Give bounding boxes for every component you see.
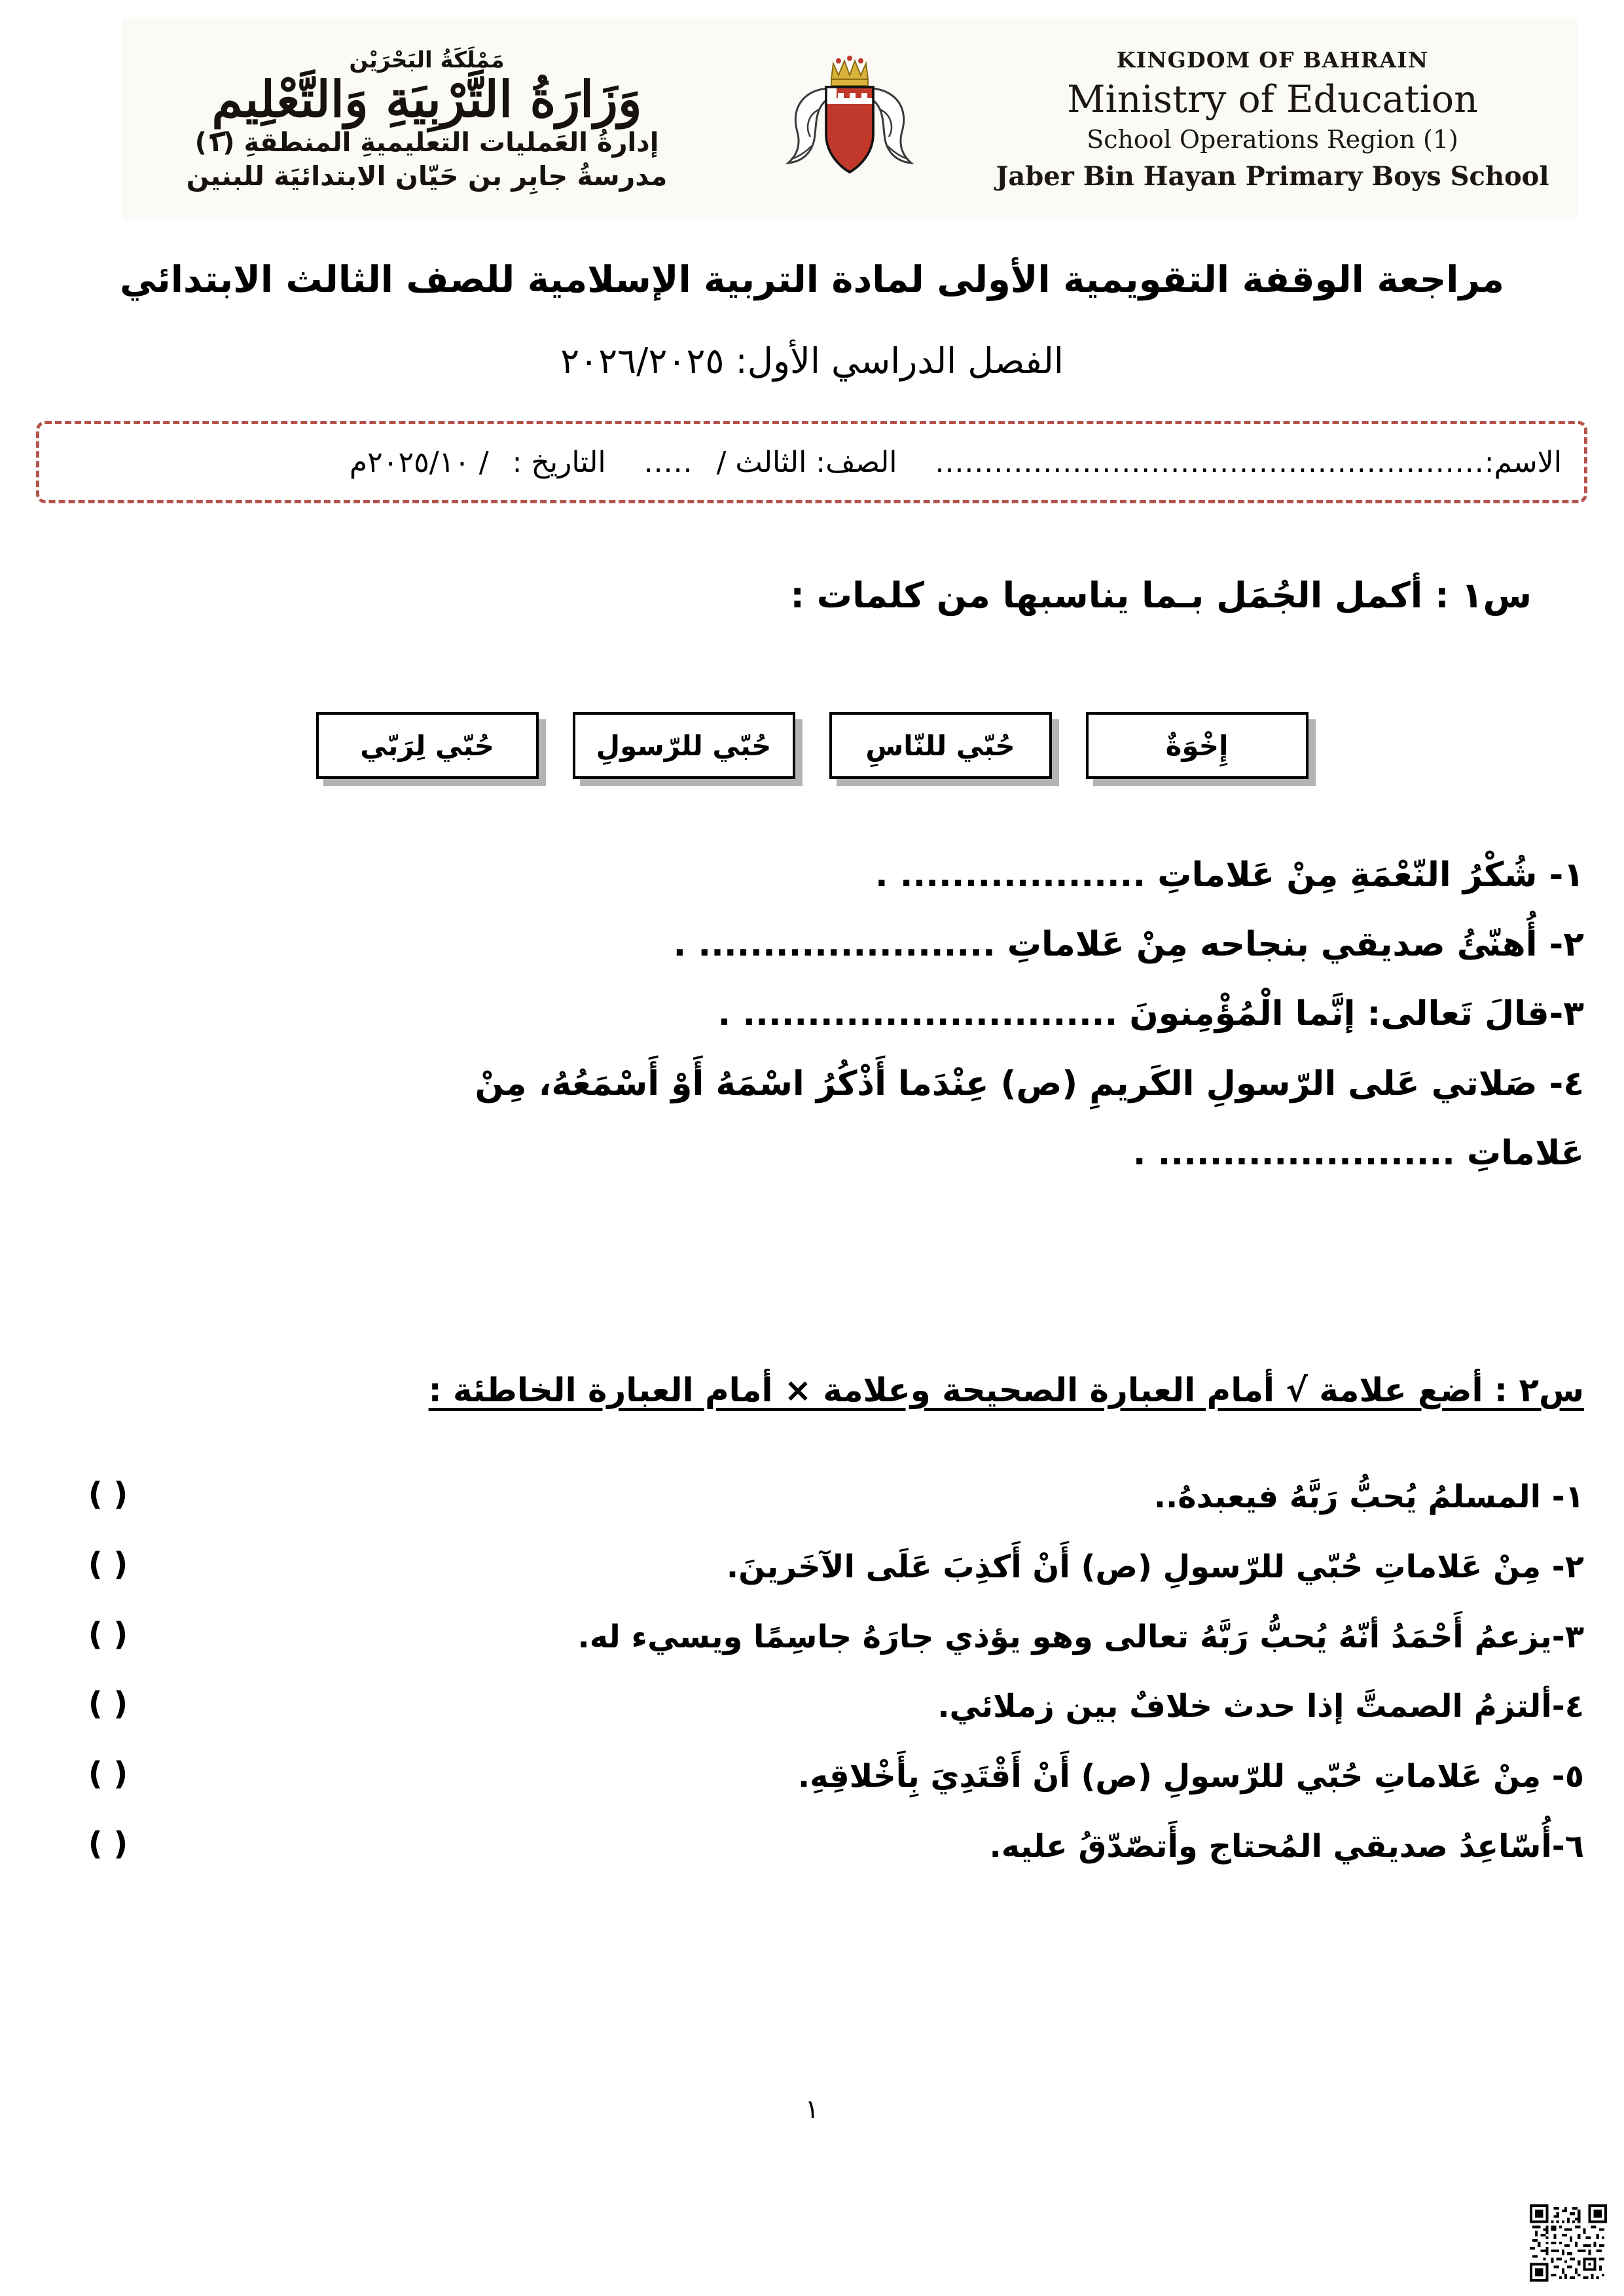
question2-row (59, 1546, 1584, 1588)
question1-item[interactable]: ٤- صَلاتي عَلى الرّسولِ الكَريمِ (ص) عِنْدَما أَذْكُرُ اسْمَهُ أَوْ أَسْمَعُهُ، مِنْ (475, 1064, 1584, 1103)
bahrain-coat-of-arms-icon (771, 41, 928, 198)
letterhead-arabic (139, 48, 715, 192)
english-ministry-line: Ministry of Education (1067, 77, 1478, 121)
english-region-line: School Operations Region (1) (1087, 125, 1458, 154)
question2-row (59, 1616, 1584, 1659)
english-school-line: Jaber Bin Hayan Primary Boys School (996, 160, 1549, 192)
student-info-box (36, 421, 1587, 503)
word-bank-option[interactable]: حُبّي للنّاسِ (829, 712, 1052, 779)
question1-item[interactable]: ١- شُكْرُ النّعْمَةِ مِنْ عَلاماتِ ................... . (875, 855, 1584, 895)
name-label: الاسم: (1484, 445, 1562, 479)
question2-row (59, 1476, 1584, 1518)
question1-heading: س١ : أكمل الجُمَل بـما يناسبها من كلمات : (790, 575, 1532, 616)
question2-statement: ٣-يزعمُ أَحْمَدُ أنّهُ يُحبُّ رَبَّهُ تعالى وهو يؤذي جارَهُ جاسِمًا ويسيء له. (577, 1618, 1584, 1655)
question1-items (85, 848, 1584, 1195)
letterhead (122, 18, 1578, 221)
answer-parenthesis[interactable]: ( ) (88, 1476, 128, 1513)
question2-row (59, 1685, 1584, 1728)
question2-statement: ٥- مِنْ عَلاماتِ حُبّي للرّسولِ (ص) أَنْ أَقْتَدِيَ بِأَخْلاقِهِ. (797, 1758, 1584, 1795)
class-label: الصف: الثالث / (716, 445, 897, 479)
arabic-school-line: مدرسةُ جابِر بن حَيّان الابتدائيَة للبنين (186, 160, 668, 192)
word-bank (0, 712, 1624, 779)
question2-heading: س٢ : أضع علامة √ أمام العبارة الصحيحة وعلامة × أمام العبارة الخاطئة : (428, 1371, 1584, 1409)
answer-parenthesis[interactable]: ( ) (88, 1615, 128, 1653)
question2-items (59, 1476, 1584, 1895)
answer-parenthesis[interactable]: ( ) (88, 1755, 128, 1793)
answer-parenthesis[interactable]: ( ) (88, 1685, 128, 1723)
question1-item[interactable]: ٣-قالَ تَعالى: إنَّما الْمُؤْمِنونَ ............................. . (717, 994, 1584, 1034)
answer-parenthesis[interactable]: ( ) (88, 1825, 128, 1862)
qr-code (1530, 2204, 1607, 2282)
arabic-country-line: مَمْلَكَةُ البَحْرَيْن (349, 47, 505, 74)
arabic-ministry-line: وَزَارَةُ التَّرْبِيَةِ وَالتَّعْلِيمِ (211, 70, 642, 129)
class-input[interactable]: ..... (643, 445, 693, 479)
question2-statement: ٢- مِنْ عَلاماتِ حُبّي للرّسولِ (ص) أَنْ أَكذِبَ عَلَى الآخَرينَ. (726, 1548, 1584, 1585)
question2-row (59, 1825, 1584, 1868)
date-input[interactable]: / ٢٠٢٥/١٠م (349, 445, 489, 479)
question1-item-continuation[interactable]: عَلاماتِ ....................... . (1132, 1133, 1584, 1173)
word-bank-option[interactable]: حُبّي للرّسولِ (573, 712, 795, 779)
question1-item[interactable]: ٢- أُهنّئُ صديقي بنجاحه مِنْ عَلاماتِ ....................... . (673, 925, 1584, 965)
page-number: ١ (804, 2094, 820, 2125)
arabic-region-line: إدارةُ العَمليات التعليميةِ المنطقةِ (١) (194, 128, 659, 158)
answer-parenthesis[interactable]: ( ) (88, 1545, 128, 1583)
letterhead-english (984, 47, 1561, 192)
question2-statement: ١- المسلمُ يُحبُّ رَبَّهُ فيعبدهُ.. (1153, 1479, 1584, 1515)
question2-row (59, 1755, 1584, 1798)
page-subtitle: الفصل الدراسي الأول: ٢٠٢٦/٢٠٢٥ (560, 340, 1064, 382)
page-title: مراجعة الوقفة التقويمية الأولى لمادة التربية الإسلامية للصف الثالث الابتدائي (120, 259, 1504, 301)
question2-statement: ٦-أُسّاعِدُ صديقي المُحتاج وأَتصّدّقُ عليه. (989, 1827, 1584, 1865)
date-label: التاريخ : (512, 445, 606, 479)
english-country-line: KINGDOM OF BAHRAIN (1116, 47, 1429, 73)
name-input[interactable]: ........................................................ (935, 445, 1485, 479)
question2-statement: ٤-ألتزمُ الصمتَّ إذا حدث خلافٌ بين زملائي. (937, 1688, 1584, 1725)
word-bank-option[interactable]: إِخْوَةٌ (1086, 712, 1308, 779)
word-bank-option[interactable]: حُبّي لِرَبّي (316, 712, 539, 779)
